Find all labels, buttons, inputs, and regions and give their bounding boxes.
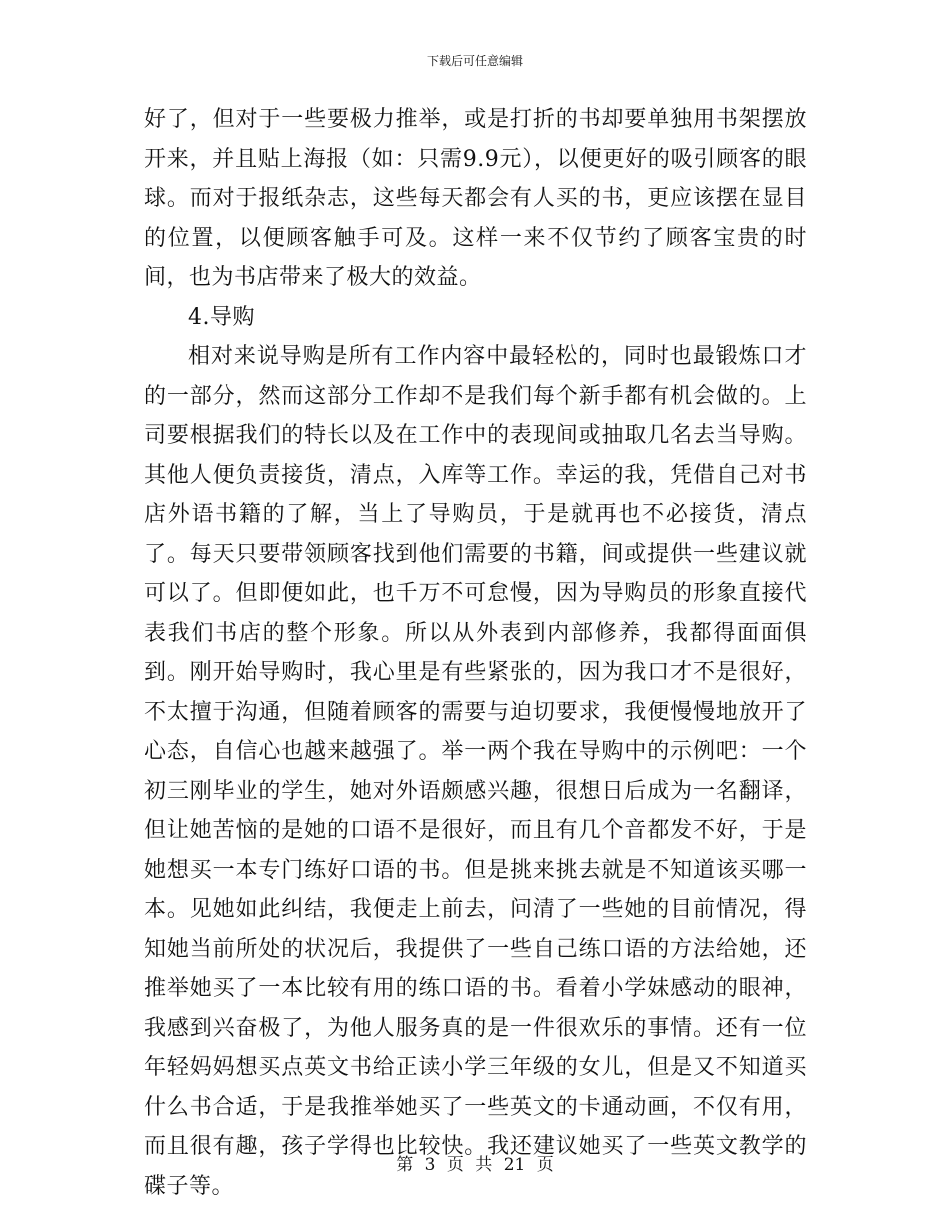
paragraph-shelving: 好了，但对于一些要极力推举，或是打折的书却要单独用书架摆放开来，并且贴上海报（如：只需9.9元），以便更好的吸引顾客的眼球。而对于报纸杂志，这些每天都会有人买的书，更应该摆在显目的位置，以便顾客触手可及。这样一来不仅节约了顾客宝贵的时间，也为书店带来了极大的效益。 bbox=[144, 107, 807, 290]
paragraph-shopping-guide: 相对来说导购是所有工作内容中最轻松的，同时也最锻炼口才的一部分，然而这部分工作却不是我们每个新手都有机会做的。上司要根据我们的特长以及在工作中的表现间或抽取几名去当导购。其他人便负责接货，清点，入库等工作。幸运的我，凭借自己对书店外语书籍的了解，当上了导购员，于是就再也不必接货，清点了。每天只要带领顾客找到他们需要的书籍，间或提供一些建议就可以了。但即便如此，也千万不可怠慢，因为导购员的形象直接代表我们书店的整个形象。所以从外表到内部修养，我都得面面俱到。刚开始导购时，我心里是有些紧张的，因为我口才不是很好，不太擅于沟通，但随着顾客的需要与迫切要求，我便慢慢地放开了心态，自信心也越来越强了。举一两个我在导购中的示例吧：一个初三刚毕业的学生，她对外语颇感兴趣，很想日后成为一名翻译，但让她苦恼的是她的口语不是很好，而且有几个音都发不好，于是她想买一本专门练好口语的书。但是挑来挑去就是不知道该买哪一本。见她如此纠结，我便走上前去，问清了一些她的目前情况，得知她当前所处的状况后，我提供了一些自己练口语的方法给她，还推举她买了一本比较有用的练口语的书。看着小学妹感动的眼神，我感到兴奋极了，为他人服务真的是一件很欢乐的事情。还有一位年轻妈妈想买点英文书给正读小学三年级的女儿，但是又不知道买什么书合适，于是我推举她买了一些英文的卡通动画，不仅有用，而且很有趣，孩子学得也比较快。我还建议她买了一些英文教学的碟子等。 bbox=[144, 344, 807, 1199]
document-body bbox=[144, 100, 807, 1206]
page-header: 下载后可任意编辑 bbox=[426, 54, 523, 68]
section-heading-shopping-guide: 4.导购 bbox=[188, 304, 255, 330]
page-number: 第 3 页 共 21 页 bbox=[396, 1155, 554, 1175]
